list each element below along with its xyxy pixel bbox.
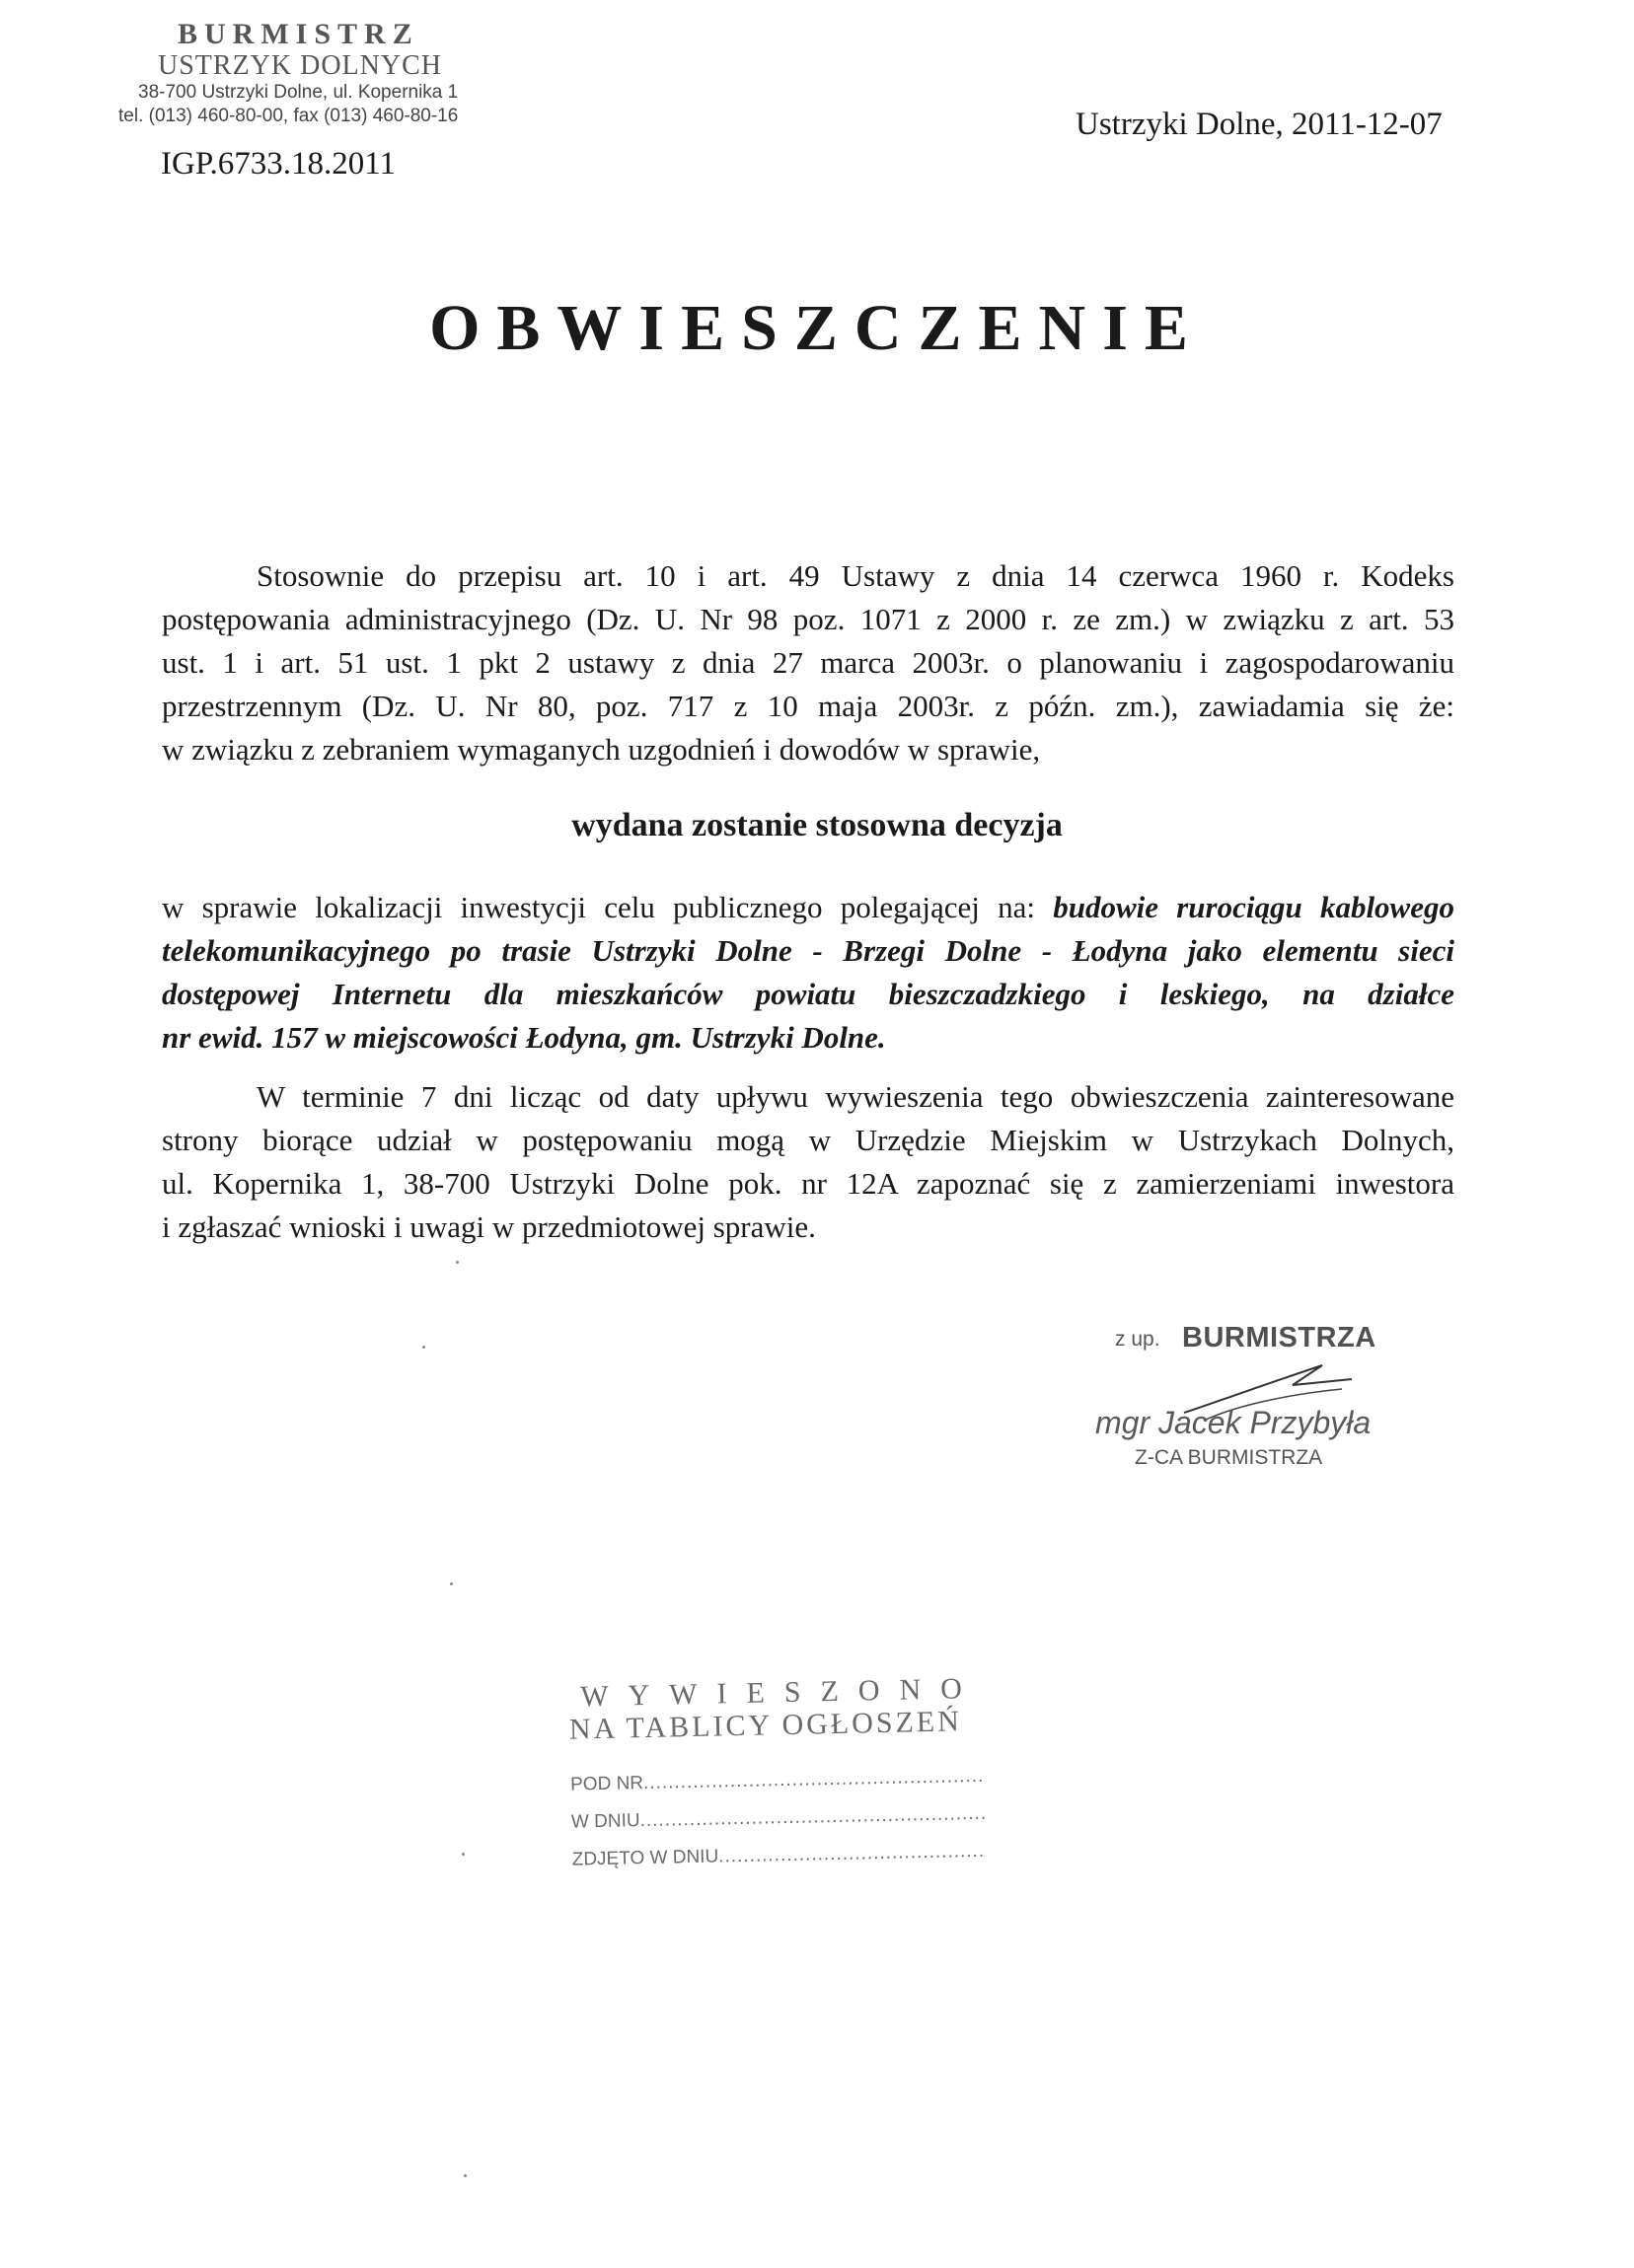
paragraph-line: przestrzennym (Dz. U. Nr 80, poz. 717 z 10 maja 2003r. z późn. zm.), zawiadamia się że: — [162, 689, 1454, 723]
signature-block — [1085, 1322, 1401, 1490]
scan-speck — [450, 1582, 453, 1585]
investment-description: nr ewid. 157 w miejscowości Łodyna, gm. Ustrzyki Dolne. — [162, 1020, 886, 1055]
scan-speck — [462, 1853, 465, 1856]
stamp-field-number: POD NR....................................................... — [569, 1765, 985, 1795]
letterhead-contact: tel. (013) 460-80-00, fax (013) 460-80-16 — [118, 106, 459, 126]
stamp-field-posted-date: W DNIU........................................................ — [570, 1802, 988, 1833]
paragraph-line: W terminie 7 dni licząc od daty upływu wywieszenia tego obwieszczenia zainteresowane — [257, 1079, 1454, 1114]
paragraph-legal-basis — [162, 554, 1454, 771]
stamp-fields — [570, 1757, 1006, 1878]
paragraph-investment — [162, 886, 1454, 1060]
signature-office: BURMISTRZA — [1182, 1322, 1376, 1353]
paragraph-line: ul. Kopernika 1, 38-700 Ustrzyki Dolne pok. nr 12A zapoznać się z zamierzeniami inwestora — [162, 1166, 1454, 1201]
place-and-date: Ustrzyki Dolne, 2011-12-07 — [1076, 107, 1443, 142]
paragraph-line: w związku z zebraniem wymaganych uzgodnień i dowodów w sprawie, — [162, 732, 1041, 767]
reference-number: IGP.6733.18.2011 — [161, 146, 397, 182]
decision-heading: wydana zostanie stosowna decyzja — [571, 807, 1063, 843]
stamp-posted: WYWIESZONO — [579, 1671, 983, 1714]
document-title: OBWIESZCZENIE — [429, 292, 1205, 364]
paragraph-line — [162, 886, 1454, 929]
paragraph-line: strony biorące udział w postępowaniu mogą w Urzędzie Miejskim w Ustrzykach Dolnych, — [162, 1123, 1454, 1157]
stamp-notice-board: NA TABLICY OGŁOSZEŃ — [568, 1705, 963, 1746]
paragraph-line: Stosownie do przepisu art. 10 i art. 49 Ustawy z dnia 14 czerwca 1960 r. Kodeks — [257, 558, 1454, 593]
scan-speck — [464, 2174, 467, 2177]
letterhead-address: 38-700 Ustrzyki Dolne, ul. Kopernika 1 — [138, 82, 459, 103]
letterhead-office: BURMISTRZ — [178, 18, 419, 50]
scan-speck — [456, 1261, 459, 1264]
paragraph-line: i zgłaszać wnioski i uwagi w przedmiotowej sprawie. — [162, 1209, 816, 1244]
paragraph-deadline — [162, 1075, 1454, 1249]
paragraph-line: postępowania administracyjnego (Dz. U. Nr 98 poz. 1071 z 2000 r. ze zm.) w związku z art. 53 — [162, 602, 1454, 636]
paragraph-line: ust. 1 i art. 51 ust. 1 pkt 2 ustawy z dnia 27 marca 2003r. o planowaniu i zagospodarowaniu — [162, 645, 1454, 680]
investment-lead: w sprawie lokalizacji inwestycji celu publicznego polegającej na: — [162, 890, 1035, 924]
signature-prefix: z up. — [1115, 1328, 1160, 1351]
letterhead-stamp — [118, 18, 533, 128]
scan-speck — [422, 1346, 425, 1349]
investment-description: budowie rurociągu kablowego — [1053, 890, 1454, 924]
investment-description: dostępowej Internetu dla mieszkańców powiatu bieszczadzkiego i leskiego, na działce — [162, 977, 1454, 1011]
signatory-role: Z-CA BURMISTRZA — [1135, 1446, 1323, 1469]
letterhead-municipality: USTRZYK DOLNYCH — [158, 50, 442, 81]
investment-description: telekomunikacyjnego po trasie Ustrzyki Dolne - Brzegi Dolne - Łodyna jako elementu sieci — [162, 933, 1454, 968]
posting-stamp — [568, 1672, 1006, 1878]
signatory-name: mgr Jacek Przybyła — [1095, 1405, 1372, 1440]
stamp-field-removed-date: ZDJĘTO W DNIU........................................... — [571, 1840, 986, 1870]
